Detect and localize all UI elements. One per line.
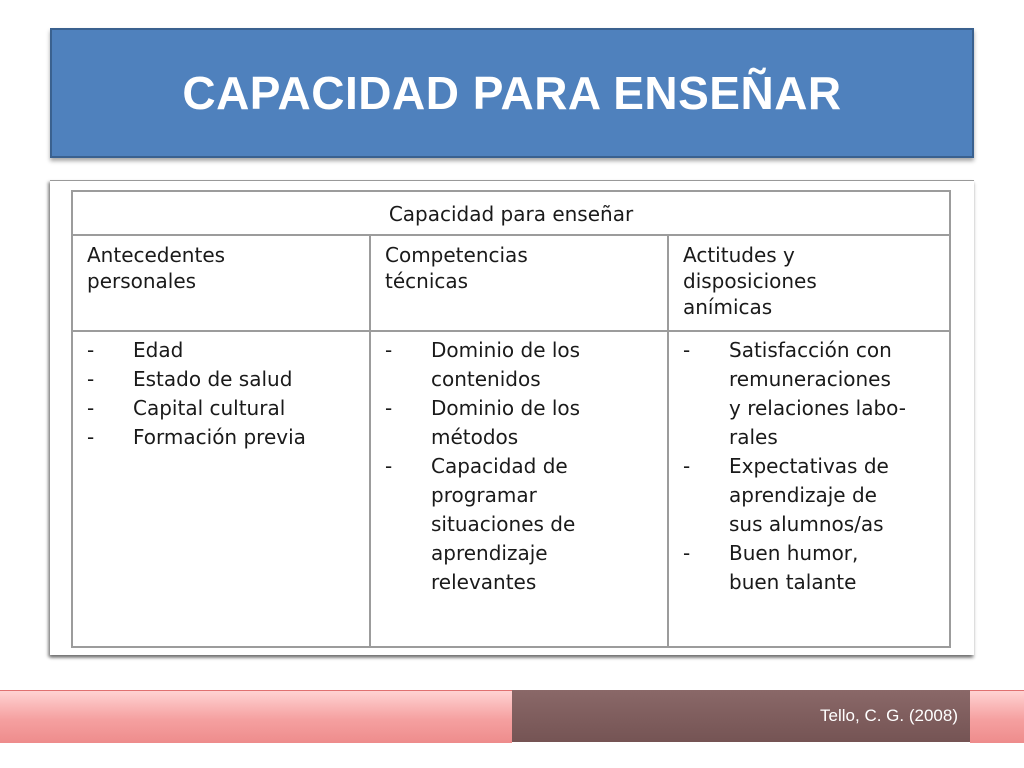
column-header-antecedentes (72, 235, 370, 331)
list-item (87, 423, 363, 452)
dash-bullet: - (683, 541, 691, 565)
item-text: Capacidad de (431, 454, 568, 478)
header-line: técnicas (385, 269, 469, 293)
slide-title: CAPACIDAD PARA ENSEÑAR (182, 67, 842, 119)
item-text: Dominio de los (431, 396, 581, 420)
dash-bullet: - (683, 338, 691, 362)
citation-text: Tello, C. G. (2008) (820, 706, 958, 725)
dash-bullet: - (87, 425, 95, 449)
item-list (87, 336, 363, 452)
item-text: relevantes (431, 570, 537, 594)
list-item (683, 452, 943, 539)
item-text: Expectativas de (729, 454, 889, 478)
list-item (385, 394, 661, 452)
list-item (683, 336, 943, 452)
capacity-table (71, 190, 951, 648)
dash-bullet: - (385, 338, 393, 362)
item-text: Satisfacción con (729, 338, 892, 362)
item-text: contenidos (431, 367, 541, 391)
column-body-competencias (370, 331, 668, 647)
table-title: Capacidad para enseñar (72, 191, 950, 235)
list-item (87, 336, 363, 365)
item-list (683, 336, 943, 597)
item-text: buen talante (729, 570, 857, 594)
dash-bullet: - (87, 367, 95, 391)
item-text: Estado de salud (133, 367, 293, 391)
item-text: Dominio de los (431, 338, 581, 362)
column-body-antecedentes (72, 331, 370, 647)
item-text: Edad (133, 338, 184, 362)
item-text: y relaciones labo- (729, 396, 906, 420)
footer-band-left (0, 690, 512, 743)
item-list (385, 336, 661, 597)
item-text: sus alumnos/as (729, 512, 884, 536)
dash-bullet: - (683, 454, 691, 478)
dash-bullet: - (385, 396, 393, 420)
list-item (87, 394, 363, 423)
item-text: Capital cultural (133, 396, 286, 420)
table-figure (50, 180, 974, 655)
dash-bullet: - (385, 454, 393, 478)
header-line: personales (87, 269, 197, 293)
list-item (385, 336, 661, 394)
header-line: disposiciones (683, 269, 817, 293)
item-text: Buen humor, (729, 541, 859, 565)
dash-bullet: - (87, 338, 95, 362)
item-text: rales (729, 425, 778, 449)
header-line: Competencias (385, 243, 528, 267)
item-text: situaciones de (431, 512, 576, 536)
item-text: programar (431, 483, 537, 507)
item-text: remuneraciones (729, 367, 891, 391)
footer-citation-bar (512, 690, 970, 742)
column-header-actitudes (668, 235, 950, 331)
list-item (683, 539, 943, 597)
item-text: aprendizaje (431, 541, 548, 565)
footer-band-right (970, 690, 1024, 743)
item-text: métodos (431, 425, 519, 449)
column-body-actitudes (668, 331, 950, 647)
header-line: anímicas (683, 295, 773, 319)
item-text: Formación previa (133, 425, 306, 449)
column-header-competencias (370, 235, 668, 331)
title-banner (50, 28, 974, 158)
header-line: Antecedentes (87, 243, 226, 267)
list-item (385, 452, 661, 597)
header-line: Actitudes y (683, 243, 795, 267)
dash-bullet: - (87, 396, 95, 420)
item-text: aprendizaje de (729, 483, 877, 507)
list-item (87, 365, 363, 394)
